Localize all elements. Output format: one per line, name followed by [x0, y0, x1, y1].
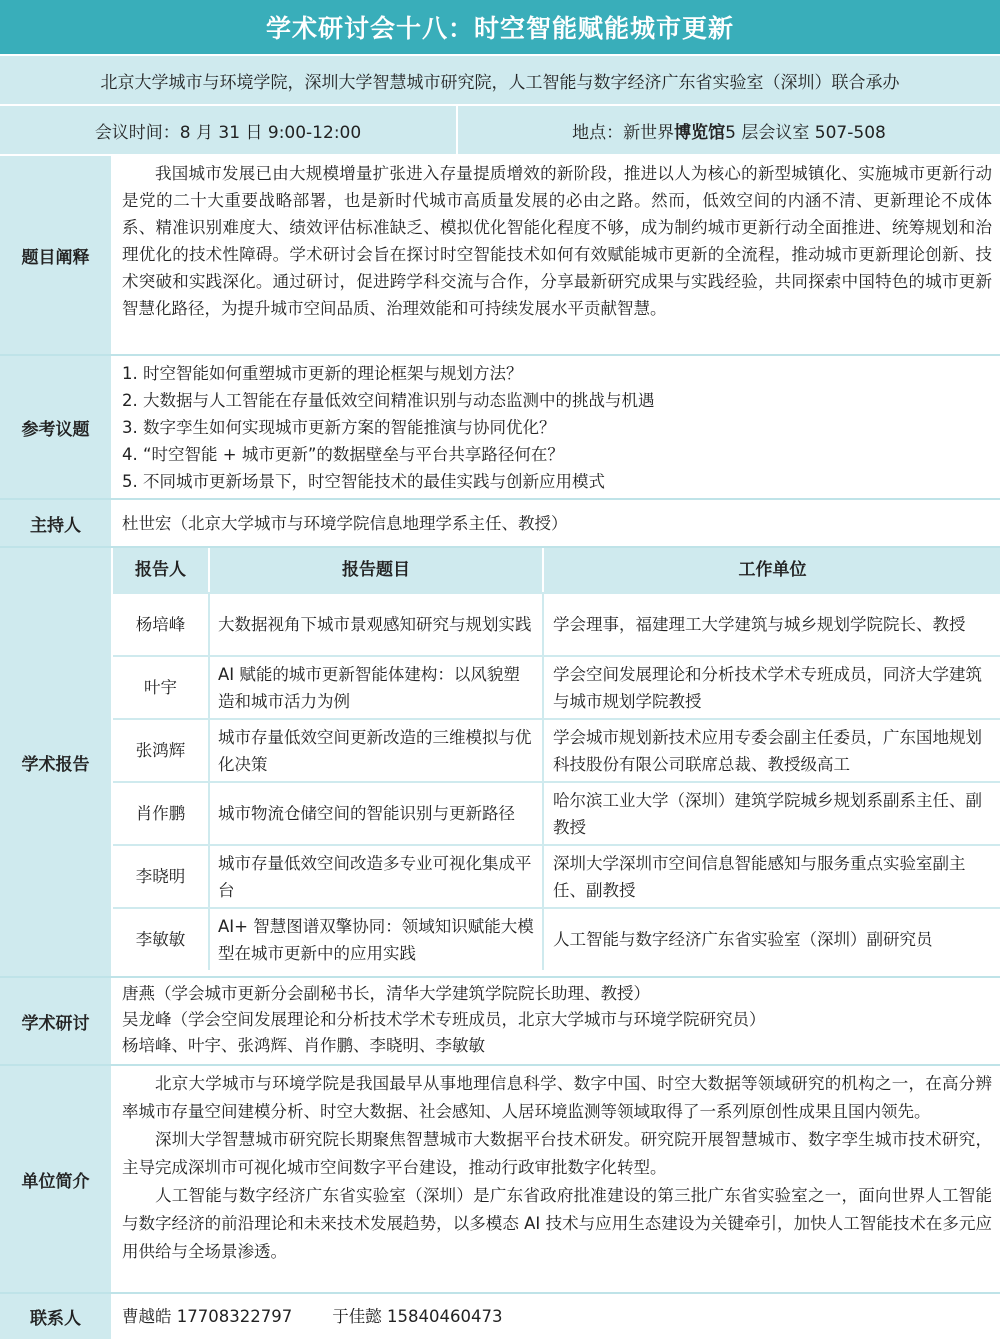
unit-cell: 人工智能与数字经济广东省实验室（深圳）副研究员	[553, 930, 933, 949]
panel-line: 唐燕（学会城市更新分会副秘书长，清华大学建筑学院院长助理、教授）	[122, 984, 650, 1003]
issues-list	[113, 356, 1000, 498]
reports-section	[0, 548, 1000, 976]
reports-table	[113, 548, 1000, 976]
speaker-cell: 李敏敏	[113, 909, 210, 970]
speaker-cell: 肖作鹏	[113, 783, 210, 844]
units-text	[113, 1066, 1000, 1292]
unit-cell: 学会理事，福建理工大学建筑与城乡规划学院院长、教授	[553, 615, 966, 634]
issues-label: 参考议题	[0, 356, 113, 498]
speaker-cell: 叶宇	[113, 657, 210, 718]
units-section	[0, 1066, 1000, 1292]
topic-section	[0, 156, 1000, 354]
topic-cell: 城市存量低效空间改造多专业可视化集成平台	[210, 846, 544, 907]
speaker-cell: 杨培峰	[113, 594, 210, 655]
table-row	[113, 781, 1000, 844]
table-row	[113, 907, 1000, 970]
topic-cell: AI+ 智慧图谱双擎协同：领域知识赋能大模型在城市更新中的应用实践	[210, 909, 544, 970]
meeting-info	[0, 106, 1000, 154]
header-unit: 工作单位	[738, 559, 807, 580]
contact-list	[113, 1294, 1000, 1339]
contact-label: 联系人	[0, 1294, 113, 1339]
unit-cell: 学会城市规划新技术应用专委会副主任委员，广东国地规划科技股份有限公司联席总裁、教授级高工	[553, 727, 982, 774]
speaker-cell: 李晓明	[113, 846, 210, 907]
topic-cell: AI 赋能的城市更新智能体建构：以风貌塑造和城市活力为例	[210, 657, 544, 718]
panel-label: 学术研讨	[0, 978, 113, 1064]
topic-text: 我国城市发展已由大规模增量扩张进入存量提质增效的新阶段，推进以人为核心的新型城镇化、实施城市更新行动是党的二十大重要战略部署，也是新时代城市高质量发展的必由之路。然而，低效空间的内涵不清、更新理论不成体系、精准识别难度大、绩效评估标准缺乏、模拟优化智能化程度不够，成为制约城市更新行动全面推进、统筹规划和治理优化的技术性障碍。学术研讨会旨在探讨时空智能技术如何有效赋能城市更新的全流程，推动城市更新理论创新、技术突破和实践深化。通过研讨，促进跨学科交流与合作，分享最新研究成果与实践经验，共同探索中国特色的城市更新智慧化路径，为提升城市空间品质、治理效能和可持续发展水平贡献智慧。	[113, 156, 1000, 354]
unit-cell: 哈尔滨工业大学（深圳）建筑学院城乡规划系副系主任、副教授	[553, 790, 982, 837]
table-row	[113, 718, 1000, 781]
header-speaker: 报告人	[113, 548, 210, 592]
topic-cell: 城市存量低效空间更新改造的三维模拟与优化决策	[210, 720, 544, 781]
host-section	[0, 500, 1000, 546]
units-label: 单位简介	[0, 1066, 113, 1292]
unit-paragraph: 深圳大学智慧城市研究院长期聚焦智慧城市大数据平台技术研发。研究院开展智慧城市、数字孪生城市技术研究，主导完成深圳市可视化城市空间数字平台建设，推动行政审批数字化转型。	[122, 1130, 992, 1177]
panel-section	[0, 978, 1000, 1064]
issue-item: 2. 大数据与人工智能在存量低效空间精准识别与动态监测中的挑战与机遇	[122, 391, 655, 410]
issue-item: 3. 数字孪生如何实现城市更新方案的智能推演与协同优化？	[122, 418, 556, 437]
location-prefix: 地点：新世界	[572, 122, 675, 143]
topic-cell: 大数据视角下城市景观感知研究与规划实践	[210, 594, 544, 655]
unit-cell: 学会空间发展理论和分析技术学术专班成员，同济大学建筑与城市规划学院教授	[553, 664, 982, 711]
speaker-cell: 张鸿辉	[113, 720, 210, 781]
header-topic: 报告题目	[210, 548, 544, 592]
host-text: 杜世宏（北京大学城市与环境学院信息地理学系主任、教授）	[113, 500, 1000, 546]
location-suffix: 5 层会议室 507-508	[725, 122, 886, 143]
contact-section	[0, 1294, 1000, 1339]
table-row	[113, 655, 1000, 718]
panel-line: 吴龙峰（学会空间发展理论和分析技术学术专班成员，北京大学城市与环境学院研究员）	[122, 1010, 766, 1029]
reports-table-header	[113, 548, 1000, 592]
topic-cell: 城市物流仓储空间的智能识别与更新路径	[210, 783, 544, 844]
reports-label: 学术报告	[0, 548, 113, 976]
table-row	[113, 592, 1000, 655]
panel-line: 杨培峰、叶宇、张鸿辉、肖作鹏、李晓明、李敏敏	[122, 1036, 485, 1055]
topic-label: 题目阐释	[0, 156, 113, 354]
organizers-line: 北京大学城市与环境学院，深圳大学智慧城市研究院，人工智能与数字经济广东省实验室（深圳）联合承办	[0, 56, 1000, 104]
host-label: 主持人	[0, 500, 113, 546]
table-row	[113, 844, 1000, 907]
meeting-location	[458, 106, 1000, 154]
issue-item: 1. 时空智能如何重塑城市更新的理论框架与规划方法？	[122, 364, 523, 383]
unit-paragraph: 北京大学城市与环境学院是我国最早从事地理信息科学、数字中国、时空大数据等领域研究的机构之一，在高分辨率城市存量空间建模分析、时空大数据、社会感知、人居环境监测等领域取得了一系列原创性成果且国内领先。	[122, 1074, 992, 1121]
meeting-time: 会议时间：8 月 31 日 9:00-12:00	[0, 106, 458, 154]
issue-item: 4. “时空智能 + 城市更新”的数据壁垒与平台共享路径何在？	[122, 445, 564, 464]
panel-list	[113, 978, 1000, 1064]
unit-cell: 深圳大学深圳市空间信息智能感知与服务重点实验室副主任、副教授	[553, 853, 966, 900]
contact-person-1: 曹越皓 17708322797	[122, 1307, 293, 1326]
unit-paragraph: 人工智能与数字经济广东省实验室（深圳）是广东省政府批准建设的第三批广东省实验室之一，面向世界人工智能与数字经济的前沿理论和未来技术发展趋势，以多模态 AI 技术与应用生态建设为关键牵引，加快人工智能技术在多元应用供给与全场景渗透。	[122, 1186, 992, 1261]
page-title: 学术研讨会十八：时空智能赋能城市更新	[0, 0, 1000, 54]
issue-item: 5. 不同城市更新场景下，时空智能技术的最佳实践与创新应用模式	[122, 472, 605, 491]
issues-section	[0, 356, 1000, 498]
location-venue: 博览馆	[674, 122, 726, 143]
contact-person-2: 于佳懿 15840460473	[332, 1307, 503, 1326]
